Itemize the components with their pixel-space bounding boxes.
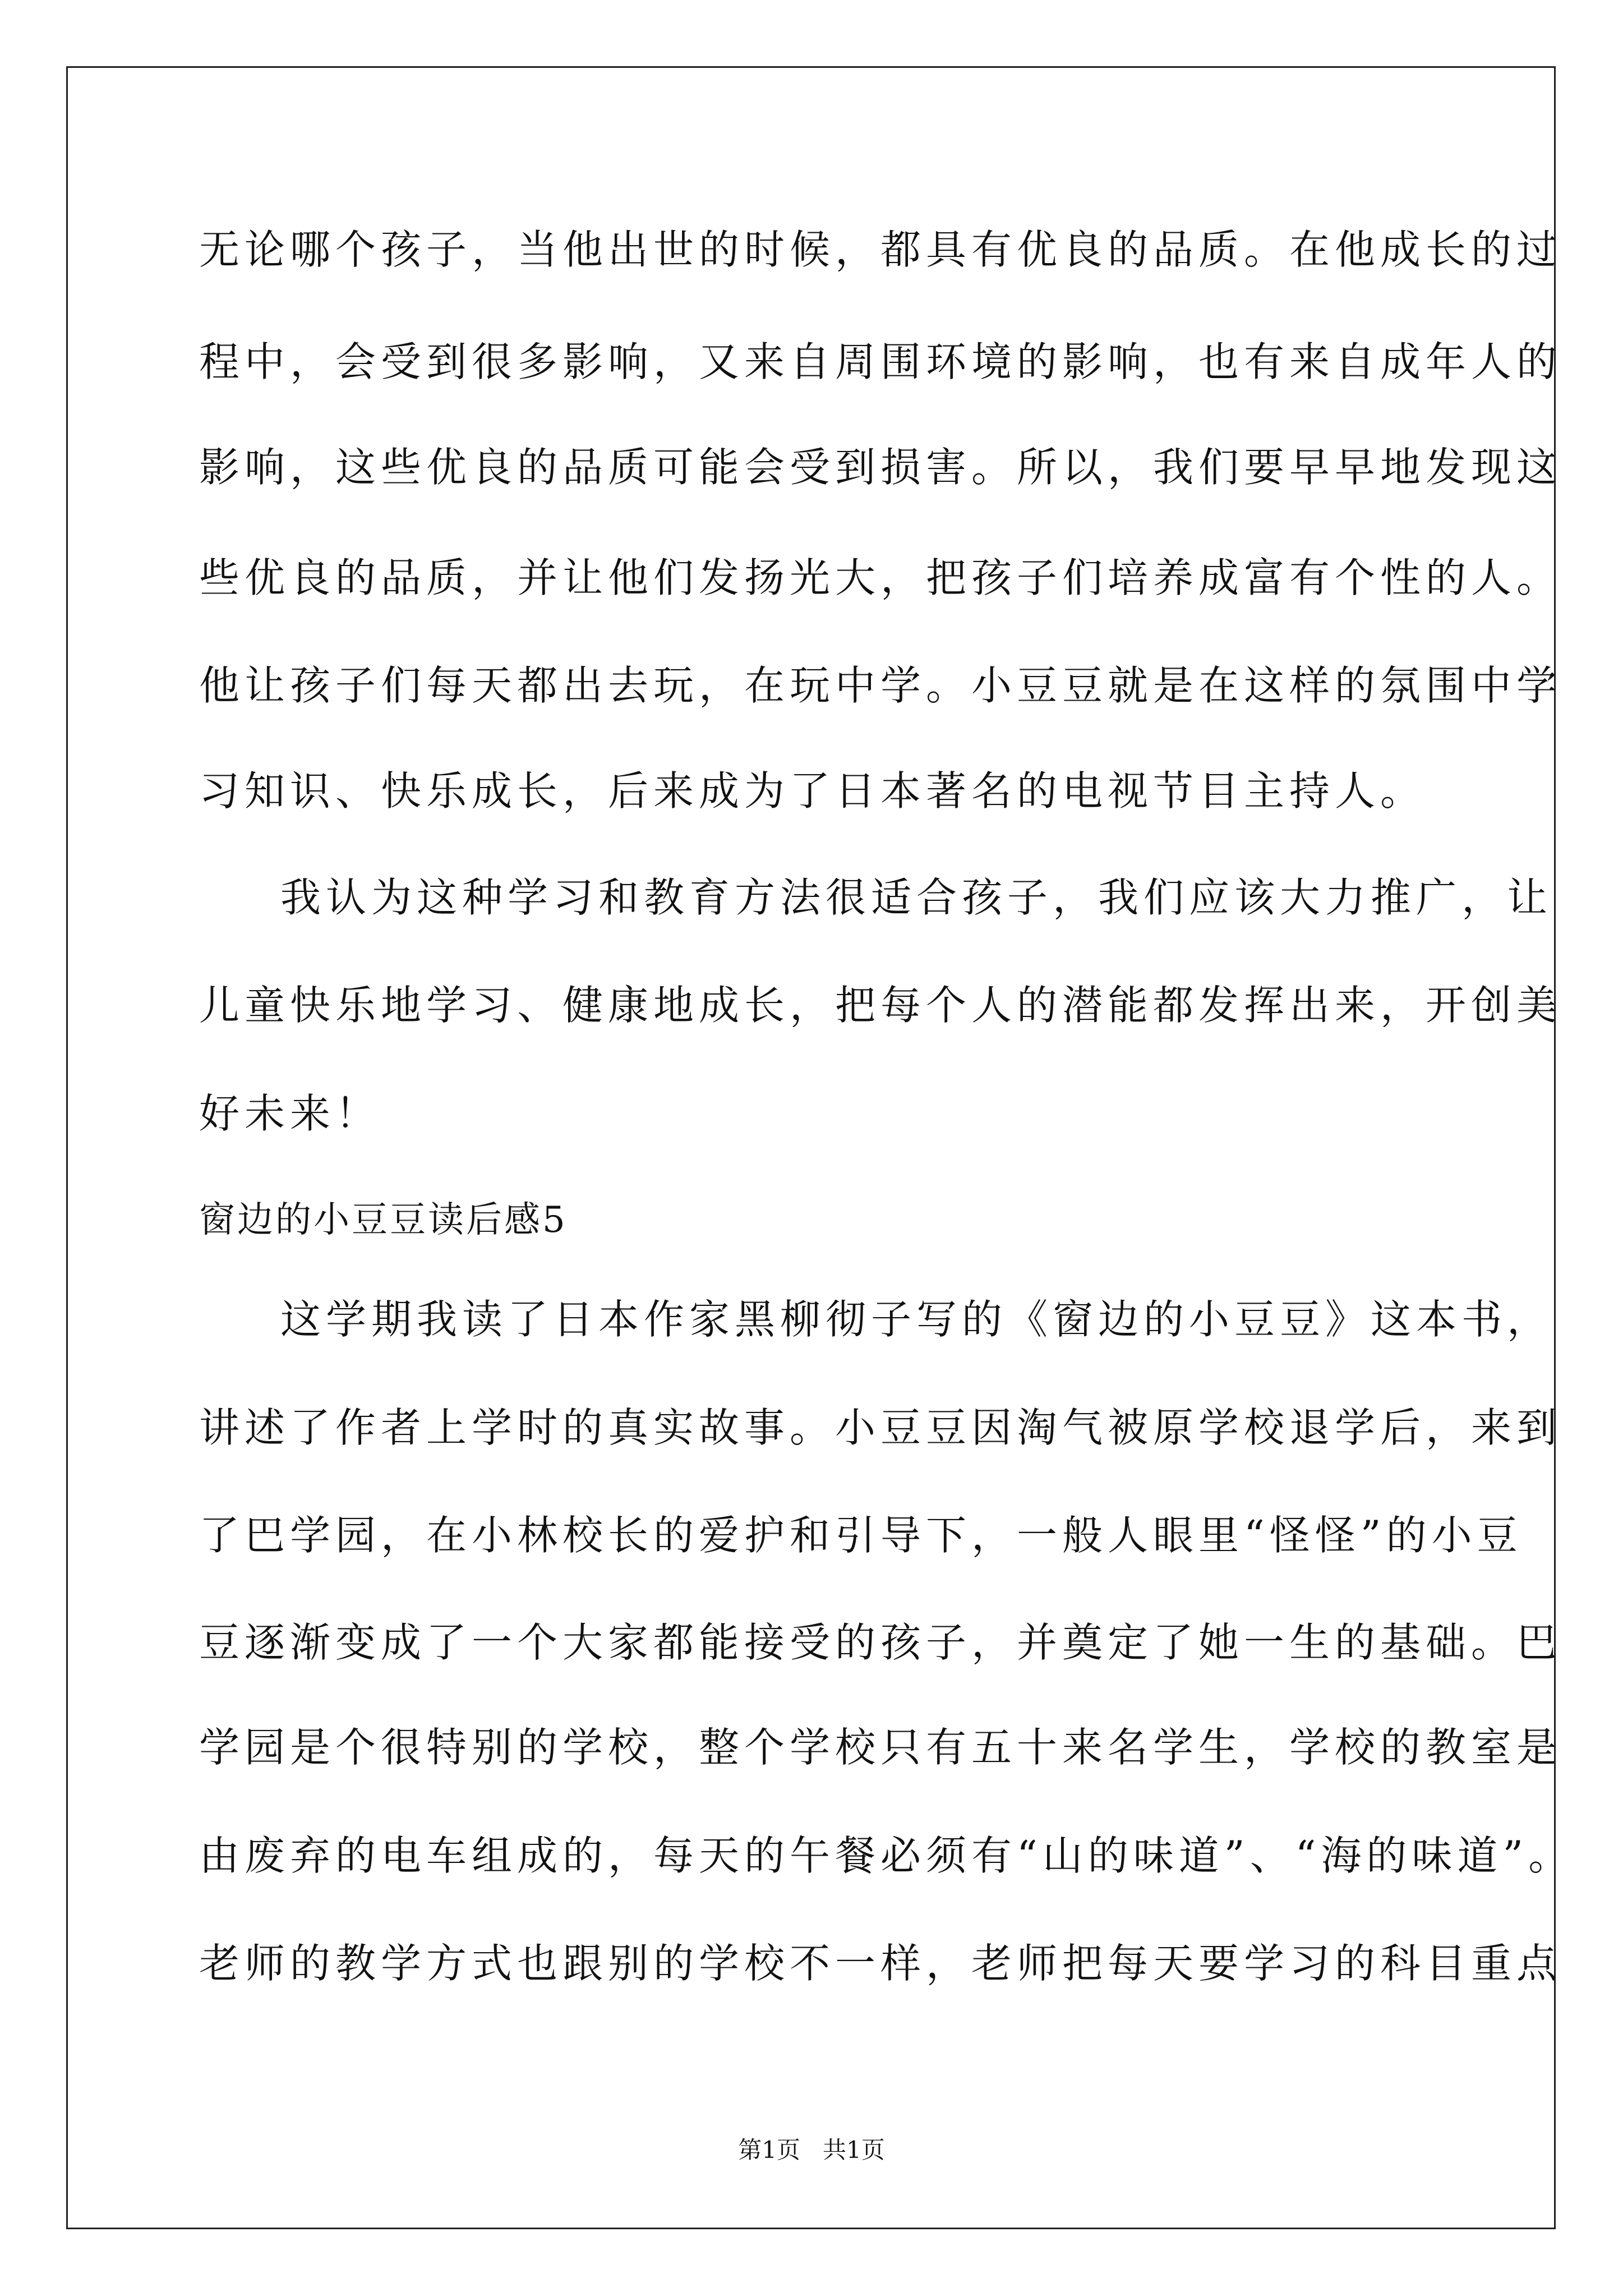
section-heading: 窗边的小豆豆读后感5 [199, 1199, 568, 1241]
paragraph-1-line-5: 他让孩子们每天都出去玩，在玩中学。小豆豆就是在这样的氛围中学 [199, 662, 1562, 709]
paragraph-1-line-3: 影响，这些优良的品质可能会受到损害。所以，我们要早早地发现这 [199, 444, 1562, 491]
paragraph-3-line-2: 讲述了作者上学时的真实故事。小豆豆因淘气被原学校退学后，来到 [199, 1404, 1562, 1451]
paragraph-2-line-1: 我认为这种学习和教育方法很适合孩子，我们应该大力推广，让 [280, 874, 1553, 921]
paragraph-3-line-4: 豆逐渐变成了一个大家都能接受的孩子，并奠定了她一生的基础。巴 [199, 1619, 1562, 1666]
paragraph-1-line-2: 程中，会受到很多影响，又来自周围环境的影响，也有来自成年人的 [199, 338, 1562, 385]
paragraph-3-line-7: 老师的教学方式也跟别的学校不一样，老师把每天要学习的科目重点 [199, 1940, 1562, 1987]
paragraph-1-line-6: 习知识、快乐成长，后来成为了日本著名的电视节目主持人。 [199, 767, 1426, 815]
paragraph-3-line-5: 学园是个很特别的学校，整个学校只有五十来名学生，学校的教室是 [199, 1724, 1562, 1771]
page-border [66, 66, 1556, 2229]
paragraph-1-line-4: 些优良的品质，并让他们发扬光大，把孩子们培养成富有个性的人。 [199, 554, 1562, 601]
paragraph-1-line-1: 无论哪个孩子，当他出世的时候，都具有优良的品质。在他成长的过 [199, 226, 1562, 273]
paragraph-2-line-3: 好未来！ [199, 1090, 381, 1137]
paragraph-3-line-3: 了巴学园，在小林校长的爱护和引导下，一般人眼里“怪怪”的小豆 [199, 1512, 1523, 1559]
paragraph-3-line-1: 这学期我读了日本作家黑柳彻子写的《窗边的小豆豆》这本书， [280, 1296, 1553, 1343]
paragraph-3-line-6: 由废弃的电车组成的，每天的午餐必须有“山的味道”、“海的味道”。 [199, 1832, 1574, 1879]
paragraph-2-line-2: 儿童快乐地学习、健康地成长，把每个人的潜能都发挥出来，开创美 [199, 982, 1562, 1029]
page-footer: 第1页 共1页 [738, 2136, 885, 2164]
